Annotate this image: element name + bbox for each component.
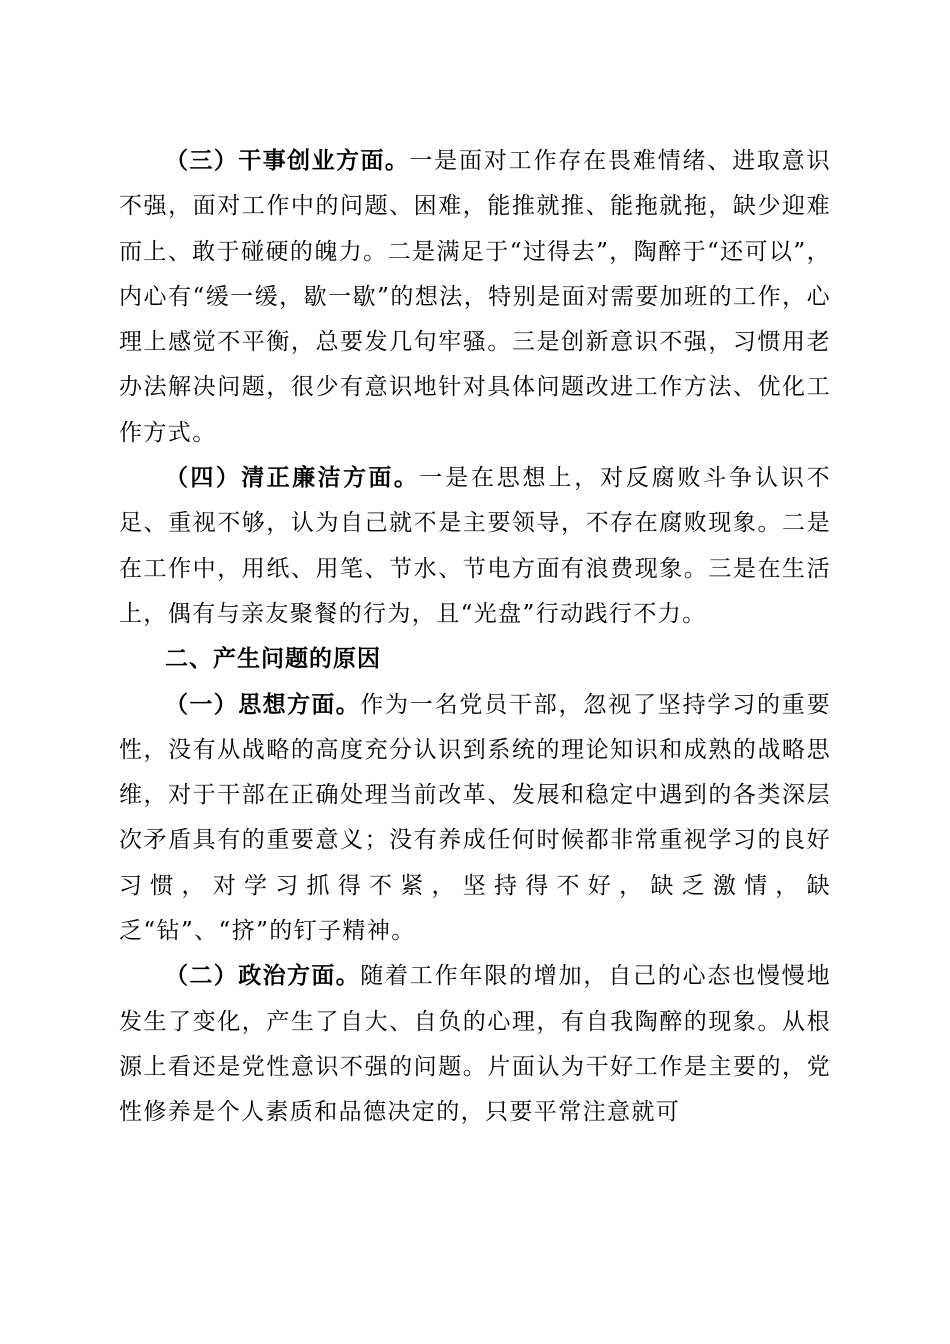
paragraph-lead: （四）清正廉洁方面。: [165, 465, 420, 492]
paragraph-body: 作为一名党员干部，忽视了坚持学习的重要性，没有从战略的高度充分认识到系统的理论知识和成熟的战略思维，对于干部在正确处理当前改革、发展和稳定中遇到的各类深层次矛盾具有的重要意义；没有养成任何时候都非常重视学习的良好习惯，对学习抓得不紧，坚持得不好，缺乏激情，缺乏“钻”、“挤”的钉子精神。: [119, 691, 831, 945]
paragraph-body: 一是面对工作存在畏难情绪、进取意识不强，面对工作中的问题、困难，能推就推、能拖就拖，缺少迎难而上、敢于碰硬的魄力。二是满足于“过得去”，陶醉于“还可以”，内心有“缓一缓，歇一歇”的想法，特别是面对需要加班的工作，心理上感觉不平衡，总要发几句牢骚。三是创新意识不强，习惯用老办法解决问题，很少有意识地针对具体问题改进工作方法、优化工作方式。: [119, 148, 831, 446]
document-page: [119, 139, 831, 1136]
paragraph-integrity: [119, 456, 831, 637]
paragraph-politics: [119, 954, 831, 1135]
paragraph-work-entrepreneurship: [119, 139, 831, 456]
paragraph-lead: （二）政治方面。: [165, 963, 361, 990]
paragraph-body: 一是在思想上，对反腐败斗争认识不足、重视不够，认为自己就不是主要领导，不存在腐败现象。二是在工作中，用纸、用笔、节水、节电方面有浪费现象。三是在生活上，偶有与亲友聚餐的行为，且“光盘”行动践行不力。: [119, 465, 832, 627]
paragraph-ideology: [119, 683, 831, 955]
section-heading: 二、产生问题的原因: [165, 646, 381, 673]
paragraph-lead: （三）干事创业方面。: [165, 148, 410, 174]
paragraph-lead: （一）思想方面。: [165, 691, 361, 718]
paragraph-body: 随着工作年限的增加，自己的心态也慢慢地发生了变化，产生了自大、自负的心理，有自我陶醉的现象。从根源上看还是党性意识不强的问题。片面认为干好工作是主要的，党性修养是个人素质和品德决定的，只要平常注意就可: [119, 963, 831, 1126]
